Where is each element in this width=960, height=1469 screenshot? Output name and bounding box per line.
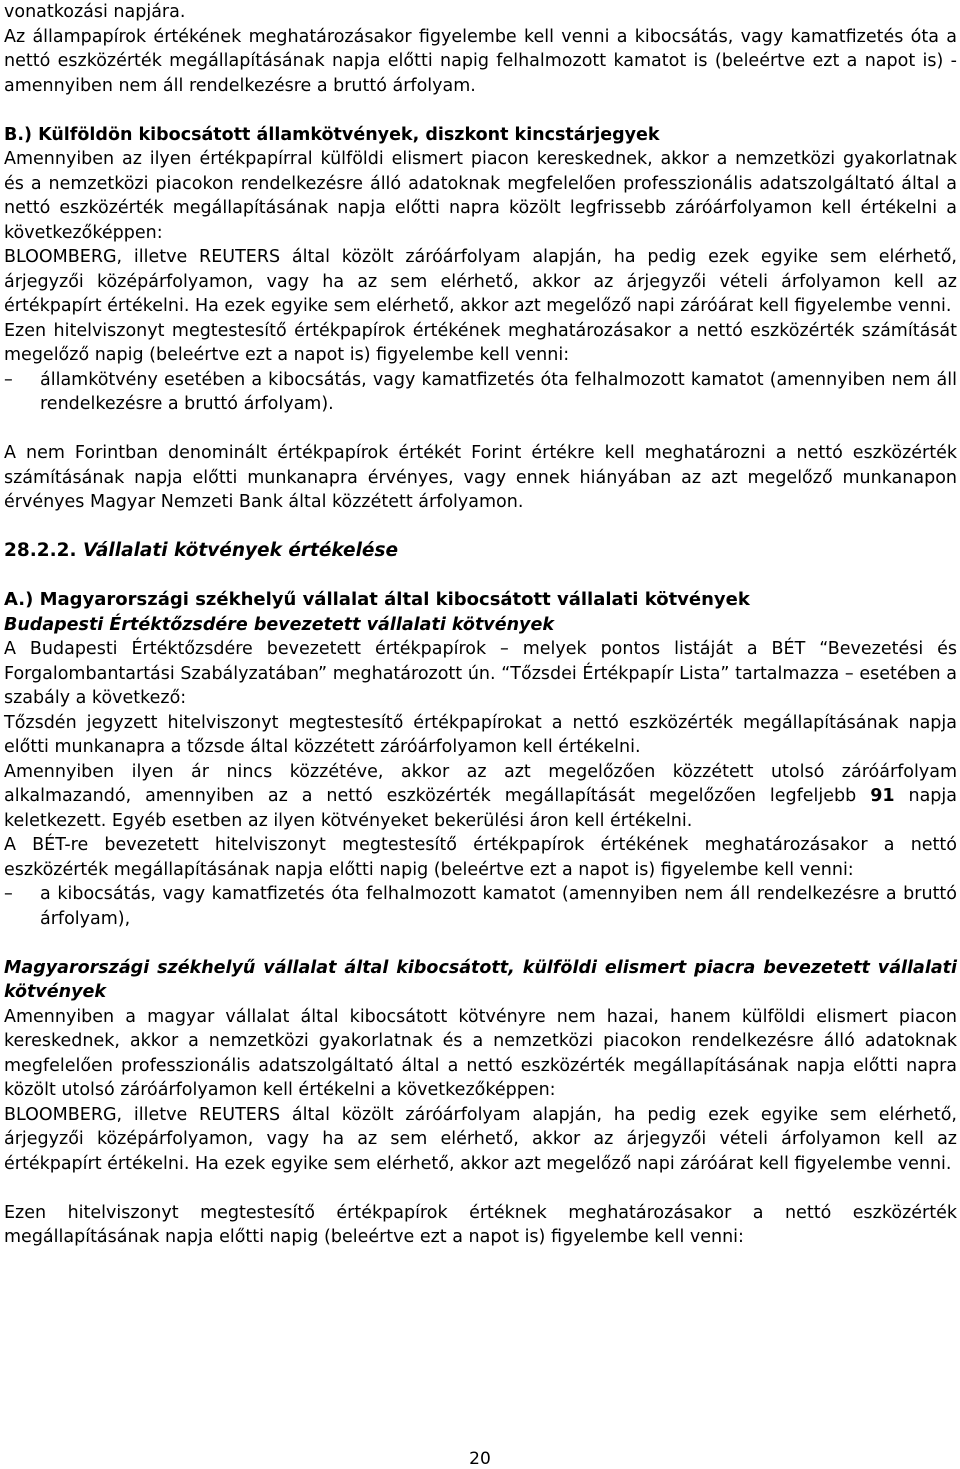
- paragraph-b-3: Ezen hitelviszonyt megtestesítő értékpapírok értékének meghatározásakor a nettó eszközérték számítását megelőző napig (beleértve ezt a napot is) figyelembe kell venni:: [4, 320, 957, 365]
- paragraph-a-2: Tőzsdén jegyzett hitelviszonyt megtestesítő értékpapírokat a nettó eszközérték megállapításának napja előtti munkanapra a tőzsde által közzétett záróárfolyamon kell értékelni.: [4, 712, 957, 757]
- section-heading-28-2-2: [4, 539, 957, 564]
- dash-mark: –: [4, 884, 13, 904]
- heading-a-magyarorszagi: A.) Magyarországi székhelyű vállalat által kibocsátott vállalati kötvények: [4, 589, 750, 610]
- paragraph-c-1: Amennyiben a magyar vállalat által kibocsátott kötvényre nem hazai, hanem külföldi elismert piacon kereskednek, akkor a nemzetközi gyakorlatnak és a nemzetközi piacokon rendelkezésre álló adatoknak megfelelően professzionális adatszolgáltató által a nettó eszközérték megállapításának napja előtti napra közölt utolsó záróárfolyamon kell értékelni a következőképpen:: [4, 1006, 957, 1100]
- paragraph-a-3-part1: Amennyiben ilyen ár nincs közzétéve, akkor az azt megelőzően közzétett utolsó záróárfolyam alkalmazandó, amennyiben az a nettó eszközérték megállapítását megelőzően legfeljebb: [4, 761, 957, 806]
- dash-item-allamkotveny: [4, 368, 957, 417]
- section-number: 28.2.2.: [4, 540, 77, 561]
- heading-kulfoldi-elismert-piac: Magyarországi székhelyű vállalat által kibocsátott, külföldi elismert piacra bevezetett vállalati kötvények: [4, 957, 957, 1002]
- section-title: Vállalati kötvények értékelése: [83, 540, 399, 561]
- paragraph-forint: A nem Forintban denominált értékpapírok értékét Forint értékre kell meghatározni a nettó eszközérték számításának napja előtti munkanapra érvényes, vagy ennek hiányában az azt megelőző munkanapon érvényes Magyar Nemzeti Bank által közzétett árfolyamon.: [4, 443, 957, 512]
- heading-b-kulfoldon: B.) Külföldön kibocsátott államkötvények, diszkont kincstárjegyek: [4, 124, 660, 145]
- dash-item-kibocsatas: [4, 882, 957, 931]
- paragraph-allampapirok: Az állampapírok értékének meghatározásakor figyelembe kell venni a kibocsátás, vagy kamatfizetés óta a nettó eszközérték megállapításának napja előtti napig felhalmozott kamatot is (beleértve ezt a napot is) - amennyiben nem áll rendelkezésre a bruttó árfolyam.: [4, 26, 957, 96]
- paragraph-a-4: A BÉT-re bevezetett hitelviszonyt megtestesítő értékpapírok értékének meghatározásakor a nettó eszközérték megállapításának napja előtti napig (beleértve ezt a napot is) figyelembe kell venni:: [4, 835, 957, 880]
- paragraph-c-2: BLOOMBERG, illetve REUTERS által közölt záróárfolyam alapján, ha pedig ezek egyike sem elérhető, árjegyzői középárfolyamon, vagy ha az sem elérhető, akkor az árjegyzői vételi árfolyamon kell az értékpapírt értékelni. Ha ezek egyike sem elérhető, akkor azt megelőző napi záróárat kell figyelembe venni.: [4, 1104, 957, 1174]
- paragraph-top: vonatkozási napjára.: [4, 2, 186, 22]
- dash-item-text: államkötvény esetében a kibocsátás, vagy kamatfizetés óta felhalmozott kamatot (amennyiben nem áll rendelkezésre a bruttó árfolyam).: [40, 369, 957, 414]
- paragraph-a-1: A Budapesti Értéktőzsdére bevezetett értékpapírok – melyek pontos listáját a BÉT “Bevezetési és Forgalombantartási Szabályzatában” meghatározott ún. “Tőzsdei Értékpapír Lista” tartalmazza – esetében a szabály a következő:: [4, 639, 957, 708]
- dash-mark: –: [4, 369, 13, 390]
- dash-item-text: a kibocsátás, vagy kamatfizetés óta felhalmozott kamatot (amennyiben nem áll rendelkezésre a bruttó árfolyam),: [40, 884, 957, 929]
- paragraph-a-3-part2: napja keletkezett. Egyéb esetben az ilyen kötvényeket bekerülési áron kell értékelni.: [4, 786, 957, 831]
- paragraph-b-2: BLOOMBERG, illetve REUTERS által közölt záróárfolyam alapján, ha pedig ezek egyike sem elérhető, árjegyzői középárfolyamon, vagy ha az sem elérhető, akkor az árjegyzői vételi árfolyamon kell az értékpapírt értékelni. Ha ezek egyike sem elérhető, akkor azt megelőző napi záróárat kell figyelembe venni.: [4, 247, 957, 316]
- paragraph-b-1: Amennyiben az ilyen értékpapírral külföldi elismert piacon kereskednek, akkor a nemzetközi gyakorlatnak és a nemzetközi piacokon rendelkezésre álló adatoknak megfelelően professzionális adatszolgáltató által a nettó eszközérték megállapításának napja előtti napra közölt legfrissebb záróárfolyamon kell értékelni a következőképpen:: [4, 149, 957, 243]
- page-number: 20: [469, 1449, 491, 1469]
- paragraph-a-3: [4, 760, 957, 834]
- paragraph-c-3: Ezen hitelviszonyt megtestesítő értékpapírok értéknek meghatározásakor a nettó eszközérték megállapításának napja előtti napig (beleértve ezt a napot is) figyelembe kell venni:: [4, 1202, 957, 1247]
- document-page: [4, 0, 957, 1250]
- subheading-budapesti: Budapesti Értéktőzsdére bevezetett vállalati kötvények: [4, 614, 554, 635]
- days-limit-value: 91: [870, 786, 895, 806]
